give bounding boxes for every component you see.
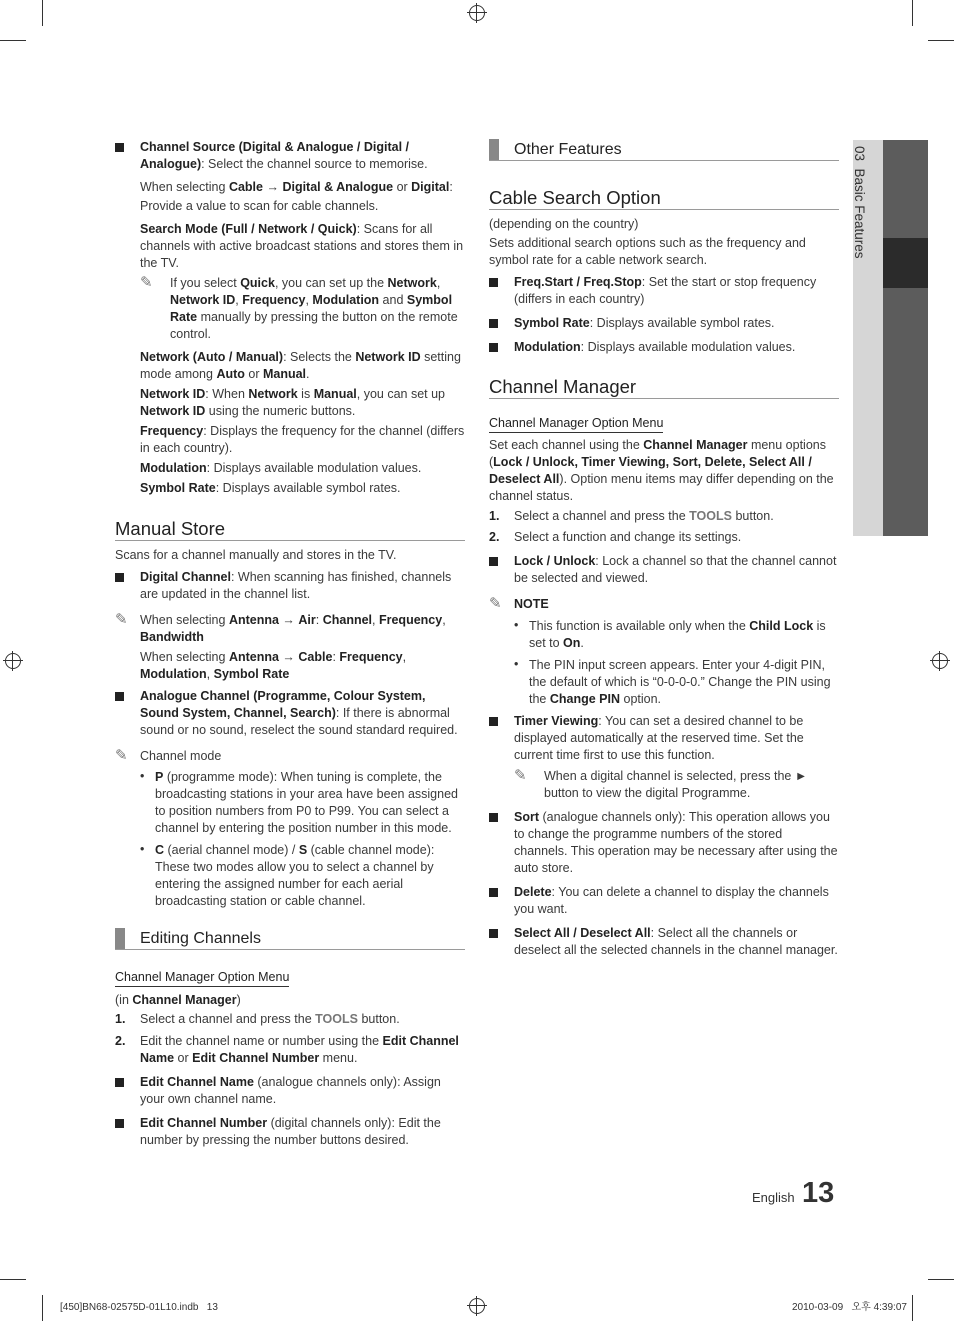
- section-heading-other-features: Other Features: [489, 139, 839, 161]
- bullet-item: • This function is available only when the Child Lock is set to On.: [514, 618, 826, 650]
- list-item: Freq.Start / Freq.Stop: Set the start or stop frequency (differs in each country): [489, 274, 839, 308]
- section-heading-manual-store: Manual Store: [115, 520, 465, 541]
- paragraph: Scans for a channel manually and stores in the TV.: [115, 548, 397, 562]
- section-heading-channel-manager: Channel Manager: [489, 378, 839, 399]
- paragraph: Frequency: Displays the frequency for the channel (differs in each country).: [140, 424, 465, 455]
- list-item: Digital Channel: When scanning has finished, channels are updated in the channel list.: [115, 569, 465, 603]
- paragraph: (in Channel Manager): [115, 993, 241, 1007]
- paragraph: Sets additional search options such as the frequency and symbol rate for a cable network search.: [489, 236, 806, 267]
- list-item: Timer Viewing: You can set a desired channel to be displayed automatically at the reserved time. Set the current time first to use this function.: [489, 713, 839, 764]
- print-file-info: [450]BN68-02575D-01L10.indb 13: [60, 1302, 218, 1313]
- registration-mark-icon: [5, 653, 21, 669]
- bullet-item: • The PIN input screen appears. Enter your 4-digit PIN, the default of which is “0-0-0-0.” Change the PIN using the Change PIN option.: [514, 657, 831, 706]
- bullet-item: • P (programme mode): When tuning is complete, the broadcasting stations in your area have been assigned to position numbers from P0 to P99. You can select a channel by entering the position number in this mode.: [140, 769, 458, 835]
- paragraph: Symbol Rate: Displays available symbol rates.: [140, 481, 401, 495]
- left-column: [115, 139, 465, 1149]
- list-item: Select All / Deselect All: Select all the channels or deselect all the selected channels in the channel manager.: [489, 925, 839, 959]
- step-item: 2. Edit the channel name or number using the Edit Channel Name or Edit Channel Number menu.: [115, 1034, 459, 1065]
- note: ✎ NOTE: [489, 595, 549, 612]
- pencil-note-icon: ✎: [514, 767, 527, 784]
- crop-mark: [0, 40, 26, 41]
- crop-mark: [928, 40, 954, 41]
- note: ✎ When selecting Antenna → Air: Channel, Frequency, Bandwidth: [115, 611, 446, 644]
- registration-mark-icon: [932, 653, 948, 669]
- pencil-note-icon: ✎: [115, 611, 128, 628]
- paragraph: Modulation: Displays available modulation values.: [140, 461, 422, 475]
- note: ✎ If you select Quick, you can set up the Network, Network ID, Frequency, Modulation and Symbol Rate manually by pressing the button on the remote control.: [140, 274, 458, 341]
- paragraph: Provide a value to scan for cable channels.: [140, 199, 379, 213]
- right-column: [489, 139, 839, 959]
- pencil-note-icon: ✎: [115, 747, 128, 764]
- pencil-note-icon: ✎: [489, 595, 502, 612]
- side-tab-bar: [883, 140, 928, 536]
- paragraph: Search Mode (Full / Network / Quick): Scans for all channels with active broadcast stations and stores them in the TV.: [140, 222, 464, 270]
- section-heading-editing-channels: Editing Channels: [115, 928, 465, 950]
- crop-mark: [0, 1279, 26, 1280]
- crop-mark: [42, 1295, 43, 1321]
- paragraph: Network ID: When Network is Manual, you can set up Network ID using the numeric buttons.: [140, 387, 446, 418]
- list-item: Symbol Rate: Displays available symbol rates.: [489, 315, 839, 332]
- crop-mark: [42, 0, 43, 26]
- list-item: Modulation: Displays available modulation values.: [489, 339, 839, 356]
- bullet-item: • C (aerial channel mode) / S (cable channel mode): These two modes allow you to select a channel by entering the assigned number for each aerial broadcasting station or cable channel.: [140, 842, 435, 908]
- pencil-note-icon: ✎: [140, 274, 153, 291]
- paragraph: When selecting Cable → Digital & Analogue or Digital:: [140, 180, 453, 194]
- note: ✎ When a digital channel is selected, press the ► button to view the digital Programme.: [514, 767, 808, 800]
- print-date: 2010-03-09 오후 4:39:07: [792, 1302, 907, 1313]
- step-item: 1. Select a channel and press the TOOLS button.: [115, 1012, 400, 1026]
- page-number: 13: [802, 1177, 835, 1209]
- list-item: Analogue Channel (Programme, Colour System, Sound System, Channel, Search): If there is abnormal sound or no sound, reselect the sound standard required.: [115, 688, 465, 739]
- subheading: Channel Manager Option Menu: [115, 969, 289, 987]
- crop-mark: [912, 0, 913, 26]
- registration-mark-icon: [469, 5, 485, 21]
- list-item: Lock / Unlock: Lock a channel so that the channel cannot be selected and viewed.: [489, 553, 839, 587]
- crop-mark: [912, 1295, 913, 1321]
- paragraph: When selecting Antenna → Cable: Frequency, Modulation, Symbol Rate: [140, 650, 407, 681]
- note: ✎ Channel mode: [115, 747, 222, 764]
- step-item: 2. Select a function and change its settings.: [489, 530, 742, 544]
- list-item: Edit Channel Name (analogue channels only): Assign your own channel name.: [115, 1074, 465, 1108]
- paragraph: Network (Auto / Manual): Selects the Network ID setting mode among Auto or Manual.: [140, 350, 461, 381]
- paragraph: Set each channel using the Channel Manager menu options (Lock / Unlock, Timer Viewing, Sort, Delete, Select All / Deselect All). Option menu items may differ depending on the channel status.: [489, 438, 834, 503]
- side-tab-label: 03 Basic Features: [852, 146, 867, 259]
- list-item: Delete: You can delete a channel to display the channels you want.: [489, 884, 839, 918]
- footer-language: English: [752, 1190, 795, 1205]
- step-item: 1. Select a channel and press the TOOLS button.: [489, 509, 774, 523]
- list-item: Channel Source (Digital & Analogue / Digital / Analogue): Select the channel source to memorise.: [115, 139, 465, 173]
- side-tab-marker: [883, 238, 928, 288]
- section-heading-cable-search-option: Cable Search Option: [489, 189, 839, 210]
- list-item: Edit Channel Number (digital channels only): Edit the number by pressing the number buttons desired.: [115, 1115, 465, 1149]
- registration-mark-icon: [469, 1298, 485, 1314]
- crop-mark: [928, 1279, 954, 1280]
- paragraph: (depending on the country): [489, 217, 639, 231]
- subheading: Channel Manager Option Menu: [489, 415, 663, 433]
- list-item: Sort (analogue channels only): This operation allows you to change the programme numbers of the stored channels. This operation may be necessary after using the auto store.: [489, 809, 839, 877]
